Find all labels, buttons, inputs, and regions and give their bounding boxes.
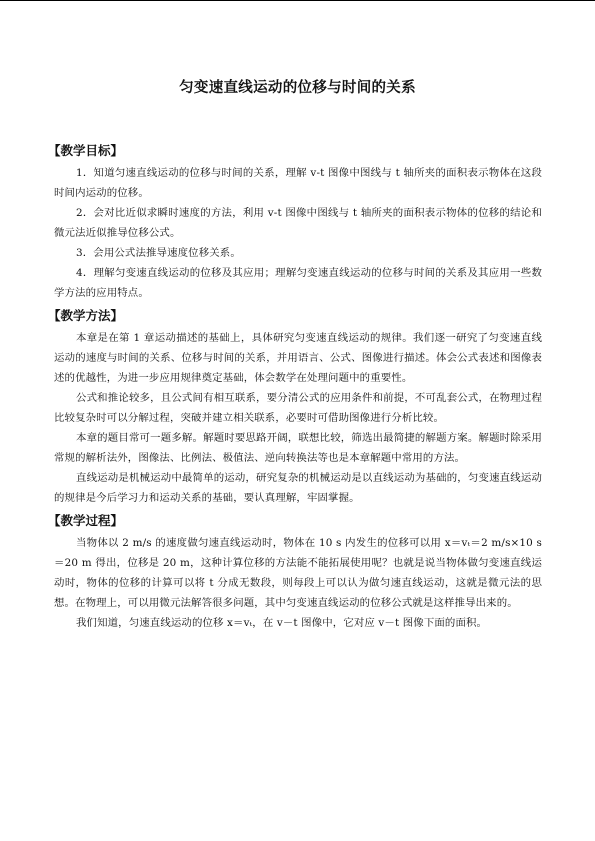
- section-heading-teaching-process: 【教学过程】: [48, 513, 124, 528]
- document-body: [48, 141, 542, 633]
- section-heading-teaching-goals: 【教学目标】: [48, 143, 124, 158]
- methods-paragraph-1: 本章是在第 1 章运动描述的基础上，具体研究匀变速直线运动的规律。我们逐一研究了匀变速直线运动的速度与时间的关系、位移与时间的关系，并用语言、公式、图像进行描述。体会公式表述和图像表述的优越性，为进一步应用规律奠定基础，体会数学在处理问题中的重要性。: [54, 332, 542, 384]
- process-paragraph-2: 我们知道，匀速直线运动的位移 x＝vₜ，在 v－t 图像中，它对应 v－t 图像下面的面积。: [76, 617, 488, 629]
- methods-paragraph-3: 本章的题目常可一题多解。解题时要思路开阔，联想比较，筛选出最简捷的解题方案。解题时除采用常规的解析法外，图像法、比例法、极值法、逆向转换法等也是本章解题中常用的方法。: [54, 432, 542, 464]
- document-title: 匀变速直线运动的位移与时间的关系: [179, 80, 416, 96]
- goal-item-3: 3．会用公式法推导速度位移关系。: [76, 247, 241, 259]
- goal-item-1: 1．知道匀速直线运动的位移与时间的关系，理解 v-t 图像中图线与 t 轴所夹的面积表示物体在这段时间内运动的位移。: [54, 167, 542, 199]
- process-paragraph-1: 当物体以 2 m/s 的速度做匀速直线运动时，物体在 10 s 内发生的位移可以用 x＝vₜ＝2 m/s×10 s＝20 m 得出，位移是 20 m，这种计算位移的方法能不能拓展使用呢？也就是说当物体做匀变速直线运动时，物体的位移的计算可以将 t 分成无数段，则每段上可以认为做匀速直线运动，这就是微元法的思想。在物理上，可以用微元法解答很多问题，其中匀变速直线运动的位移公式就是这样推导出来的。: [54, 537, 542, 609]
- page-top-rule: [0, 0, 595, 1]
- section-heading-teaching-methods: 【教学方法】: [48, 308, 124, 323]
- methods-paragraph-4: 直线运动是机械运动中最简单的运动，研究复杂的机械运动是以直线运动为基础的，匀变速直线运动的规律是今后学习力和运动关系的基础，要认真理解，牢固掌握。: [54, 472, 542, 504]
- goal-item-2: 2．会对比近似求瞬时速度的方法，利用 v-t 图像中图线与 t 轴所夹的面积表示物体的位移的结论和微元法近似推导位移公式。: [54, 207, 542, 239]
- goal-item-4: 4．理解匀变速直线运动的位移及其应用；理解匀变速直线运动的位移与时间的关系及其应用一些数学方法的应用特点。: [54, 267, 542, 299]
- methods-paragraph-2: 公式和推论较多，且公式间有相互联系，要分清公式的应用条件和前提，不可乱套公式，在物理过程比较复杂时可以分解过程，突破并建立相关联系，必要时可借助图像进行分析比较。: [54, 392, 542, 424]
